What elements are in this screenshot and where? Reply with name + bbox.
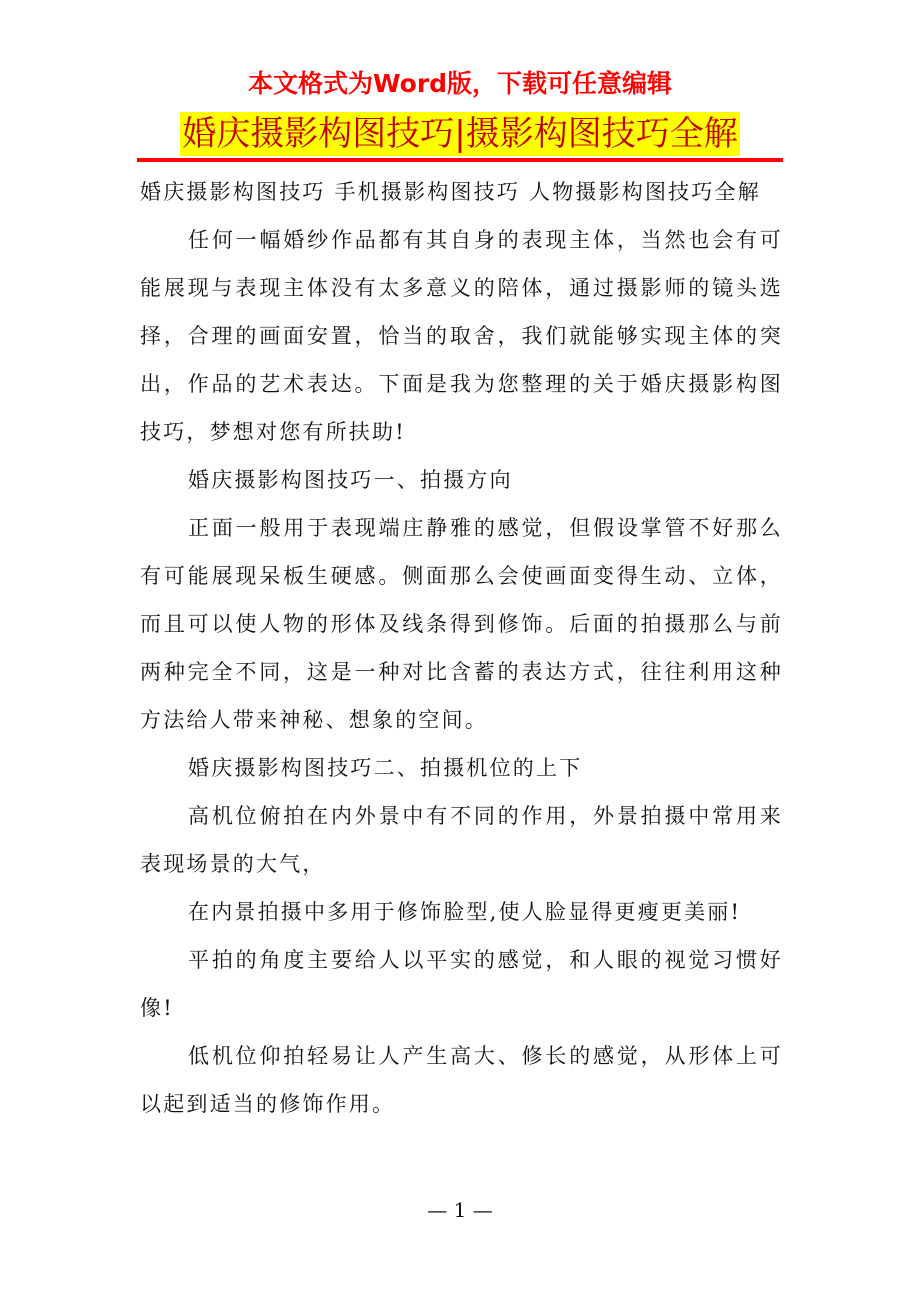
section-2-paragraph-4: 低机位仰拍轻易让人产生高大、修长的感觉，从形体上可以起到适当的修饰作用。 — [140, 1044, 783, 1116]
document-title: 婚庆摄影构图技巧|摄影构图技巧全解 — [182, 114, 738, 154]
section-2-paragraph-3: 平拍的角度主要给人以平实的感觉，和人眼的视觉习惯好像! — [140, 948, 783, 1020]
title-container — [0, 112, 920, 156]
section-1-paragraph: 正面一般用于表现端庄静雅的感觉，但假设掌管不好那么有可能展现呆板生硬感。侧面那么会使画面变得生动、立体，而且可以使人物的形体及线条得到修饰。后面的拍摄那么与前两种完全不同，这是一种对比含蓄的表达方式，往往利用这种方法给人带来神秘、想象的空间。 — [140, 516, 783, 732]
section-2-paragraph-2: 在内景拍摄中多用于修饰脸型,使人脸显得更瘦更美丽! — [188, 900, 742, 924]
section-2-paragraph-1: 高机位俯拍在内外景中有不同的作用，外景拍摄中常用来表现场景的大气， — [140, 804, 783, 876]
section-heading-2: 婚庆摄影构图技巧二、拍摄机位的上下 — [188, 756, 583, 780]
title-underline-rule — [137, 158, 783, 162]
page-number: — 1 — — [427, 1198, 493, 1222]
document-body — [140, 168, 783, 1128]
subtitle-paragraph: 婚庆摄影构图技巧 手机摄影构图技巧 人物摄影构图技巧全解 — [140, 180, 761, 204]
intro-paragraph: 任何一幅婚纱作品都有其自身的表现主体，当然也会有可能展现与表现主体没有太多意义的陪体，通过摄影师的镜头选择，合理的画面安置，恰当的取舍，我们就能够实现主体的突出，作品的艺术表达。下面是我为您整理的关于婚庆摄影构图技巧，梦想对您有所扶助! — [140, 228, 783, 444]
format-notice: 本文格式为Word版，下载可任意编辑 — [247, 69, 673, 98]
section-heading-1: 婚庆摄影构图技巧一、拍摄方向 — [188, 468, 513, 492]
